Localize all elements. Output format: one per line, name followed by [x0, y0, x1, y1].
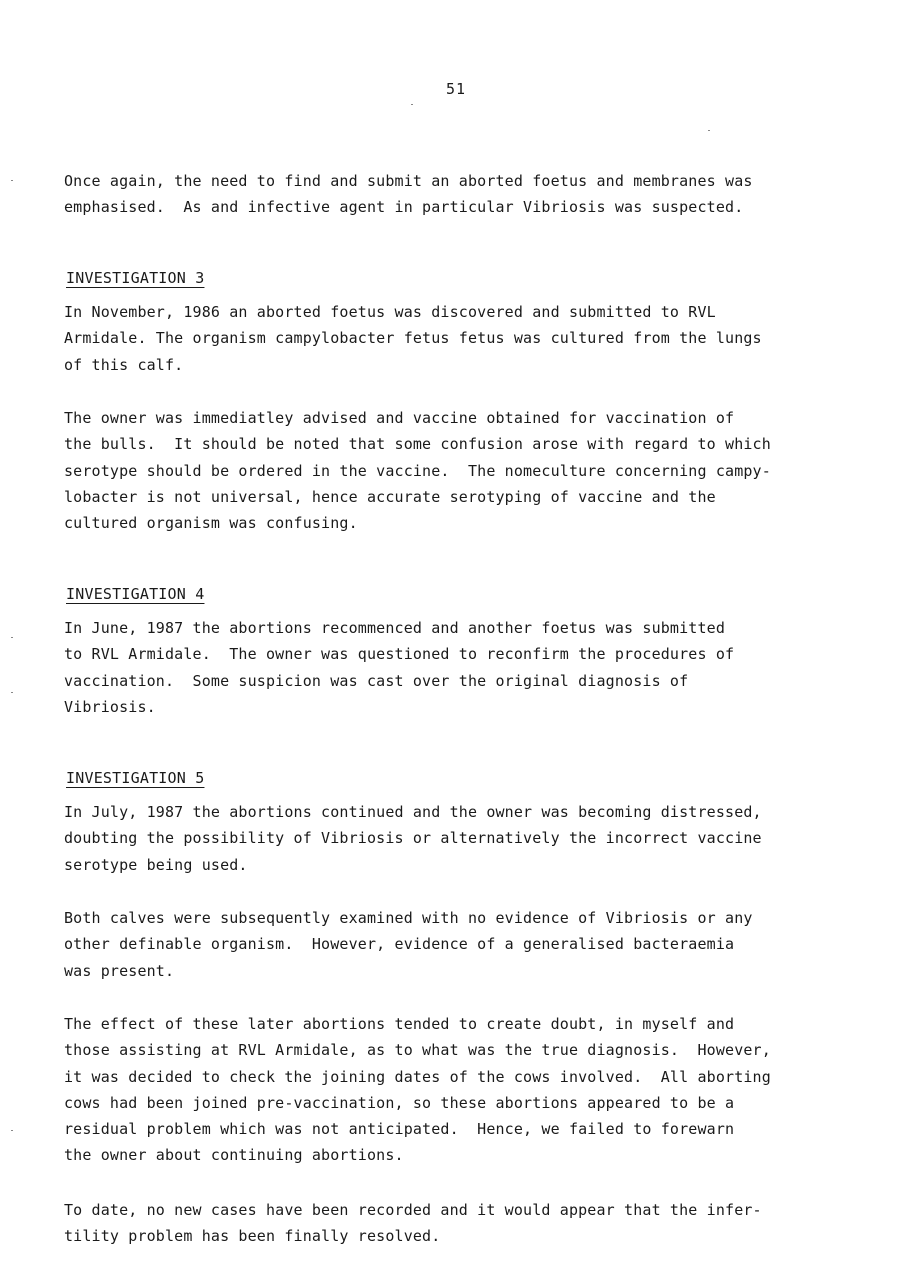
text-line: tility problem has been finally resolved.: [64, 1227, 441, 1246]
paragraph-inv5-3: [64, 1011, 771, 1169]
text-line: The effect of these later abortions tended to create doubt, in myself and: [64, 1015, 735, 1033]
heading-investigation-3: INVESTIGATION 3: [66, 269, 205, 287]
text-line: the bulls. It should be noted that some confusion arose with regard to which: [64, 435, 771, 454]
text-line: doubting the possibility of Vibriosis or alternatively the incorrect vaccine: [64, 829, 762, 848]
heading-investigation-5: INVESTIGATION 5: [66, 769, 205, 787]
paragraph-inv3-1: [64, 299, 764, 378]
text-line: other definable organism. However, evidence of a generalised bacteraemia: [64, 935, 735, 954]
scan-speck: [11, 180, 13, 181]
text-line: emphasised. As and infective agent in particular Vibriosis was suspected.: [64, 198, 744, 217]
text-line: vaccination. Some suspicion was cast over the original diagnosis of: [64, 671, 689, 690]
page-number: 51: [446, 80, 467, 98]
paragraph-inv5-2: [64, 905, 764, 984]
paragraph-inv4-1: [64, 615, 764, 720]
text-line: In June, 1987 the abortions recommenced and another foetus was submitted: [64, 619, 726, 637]
scan-speck: [11, 1130, 13, 1131]
text-line: Armidale. The organism campylobacter fetus fetus was cultured from the lungs: [64, 329, 762, 348]
text-line: of this calf.: [64, 355, 184, 374]
heading-investigation-4: INVESTIGATION 4: [66, 585, 205, 603]
text-line: Vibriosis.: [64, 697, 156, 716]
text-line: In July, 1987 the abortions continued and the owner was becoming distressed,: [64, 803, 762, 821]
text-line: serotype being used.: [64, 855, 248, 874]
scan-speck: [11, 692, 13, 693]
scan-speck: [11, 637, 13, 638]
paragraph-intro: [64, 168, 764, 221]
text-line: cows had been joined pre-vaccination, so these abortions appeared to be a: [64, 1093, 735, 1112]
text-line: In November, 1986 an aborted foetus was discovered and submitted to RVL: [64, 303, 716, 321]
text-line: Once again, the need to find and submit an aborted foetus and membranes was: [64, 172, 753, 190]
text-line: it was decided to check the joining dates of the cows involved. All aborting: [64, 1067, 771, 1086]
text-line: Both calves were subsequently examined with no evidence of Vibriosis or any: [64, 909, 753, 927]
text-line: To date, no new cases have been recorded and it would appear that the infer-: [64, 1201, 762, 1219]
text-line: the owner about continuing abortions.: [64, 1146, 404, 1165]
text-line: those assisting at RVL Armidale, as to what was the true diagnosis. However,: [64, 1041, 771, 1060]
text-line: lobacter is not universal, hence accurate serotyping of vaccine and the: [64, 487, 716, 506]
paragraph-inv3-2: [64, 405, 771, 536]
paragraph-inv5-1: [64, 799, 764, 878]
text-line: serotype should be ordered in the vaccine. The nomeculture concerning campy-: [64, 461, 771, 480]
text-line: to RVL Armidale. The owner was questioned to reconfirm the procedures of: [64, 645, 735, 664]
scan-speck: [708, 130, 710, 131]
text-line: was present.: [64, 961, 175, 980]
text-line: residual problem which was not anticipated. Hence, we failed to forewarn: [64, 1120, 735, 1139]
text-line: cultured organism was confusing.: [64, 514, 358, 533]
paragraph-inv5-4: [64, 1197, 764, 1250]
scan-speck: [411, 104, 413, 105]
text-line: The owner was immediatley advised and vaccine obtained for vaccination of: [64, 409, 735, 427]
